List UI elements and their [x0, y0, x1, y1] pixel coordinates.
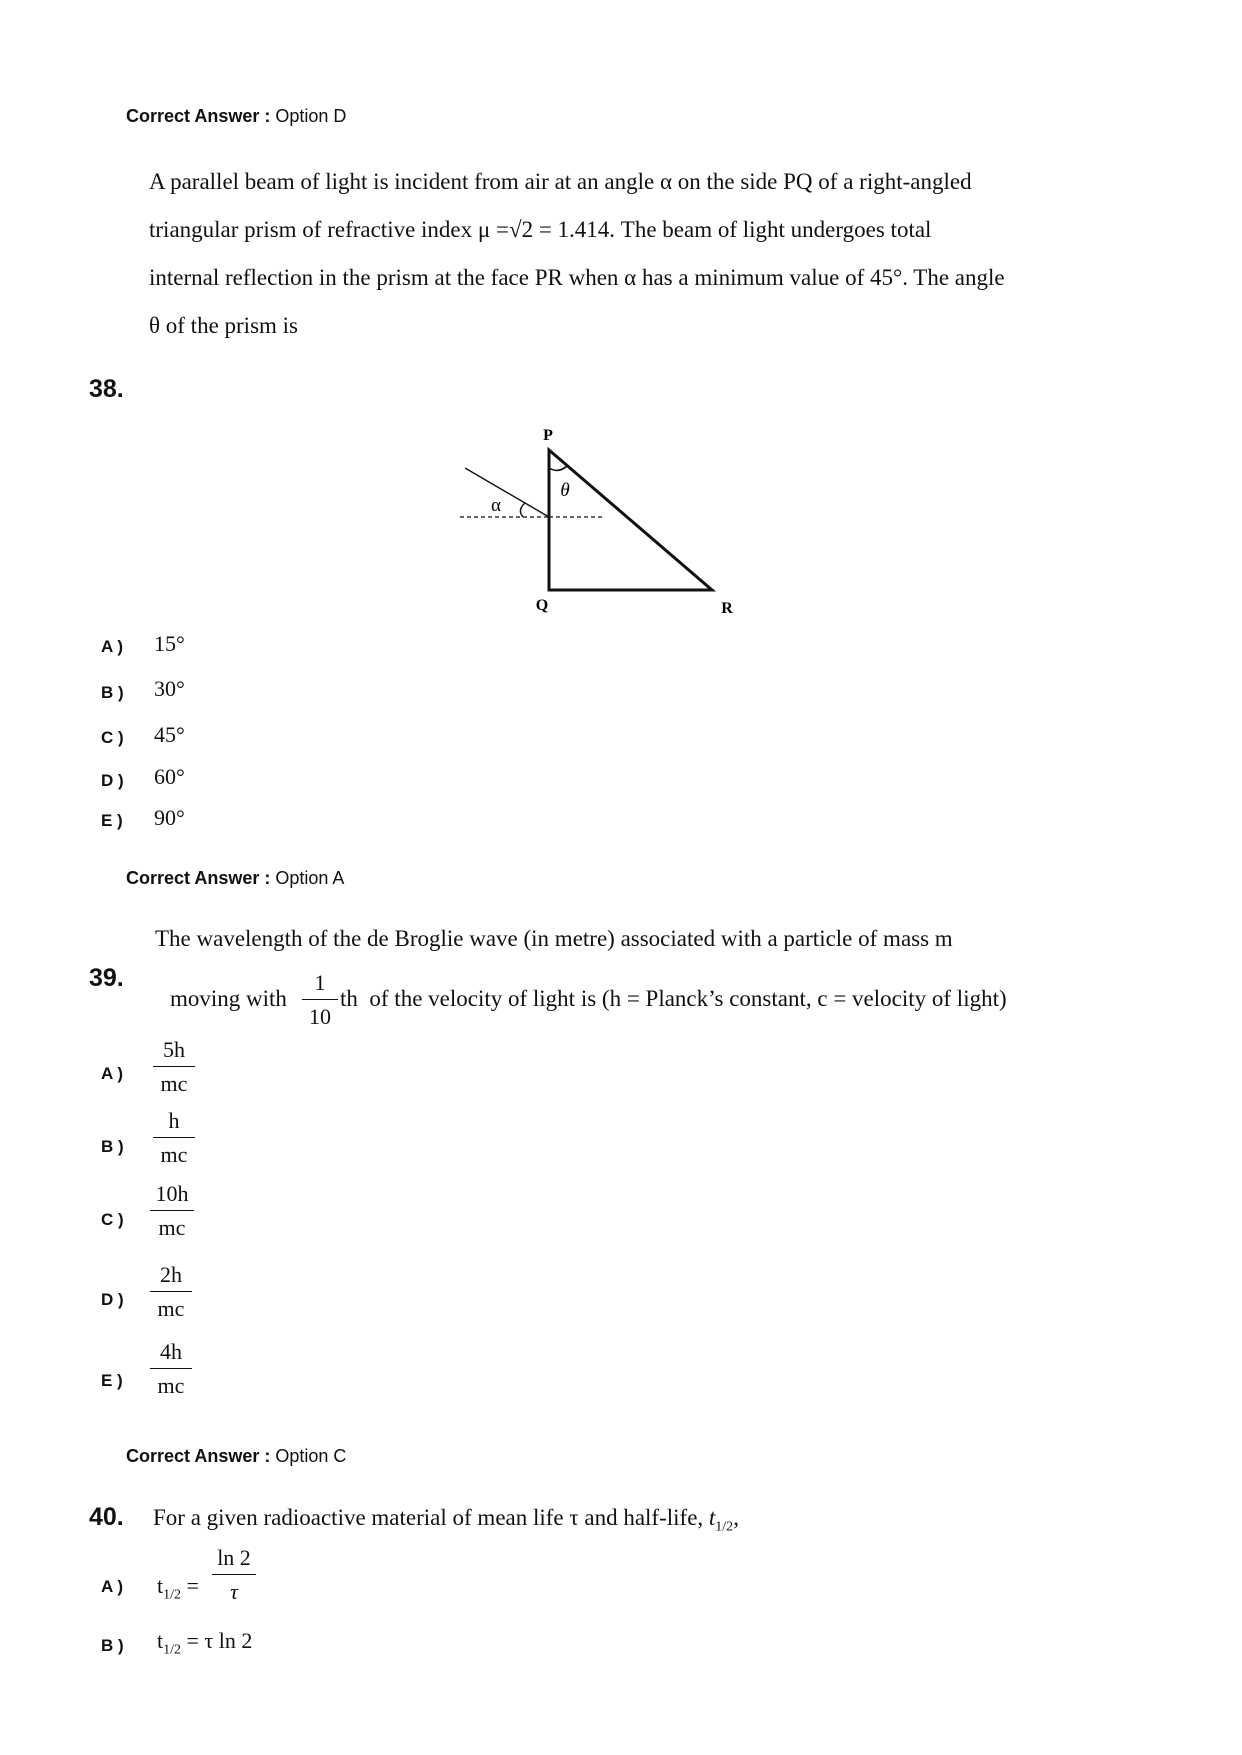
- q38-option-b-label: B ): [101, 683, 124, 702]
- q38-option-d-value: 60°: [154, 764, 185, 789]
- q38-line4: θ of the prism is: [149, 313, 299, 338]
- q39-option-c-value: 10h mc: [150, 1181, 194, 1241]
- alpha-arc: [520, 503, 525, 517]
- q39-option-e-value: 4h mc: [150, 1339, 192, 1399]
- q38-line3: internal reflection in the prism at the face PR when α has a minimum value of 45°. The angle: [149, 265, 1005, 290]
- label-alpha: α: [491, 495, 501, 516]
- prism-diagram: [455, 410, 735, 620]
- label-q: Q: [535, 597, 549, 614]
- question-39-number: 39.: [89, 964, 124, 992]
- question-38-number: 38.: [89, 375, 124, 403]
- correct-answer-38: Correct Answer : Option A: [126, 868, 345, 888]
- q38-option-c-label: C ): [101, 728, 124, 747]
- q39-fraction: 1 10: [302, 970, 338, 1030]
- q38-option-b-value: 30°: [154, 676, 185, 701]
- q39-line2-end: th of the velocity of light is (h = Planck’s constant, c = velocity of light): [340, 986, 1007, 1011]
- q39-option-a-value: 5h mc: [153, 1037, 195, 1097]
- question-40-number: 40.: [89, 1503, 124, 1531]
- q38-option-e-value: 90°: [154, 805, 185, 830]
- q38-line2: triangular prism of refractive index μ =√2 = 1.414. The beam of light undergoes total: [149, 217, 932, 242]
- q39-option-b-label: B ): [101, 1137, 124, 1156]
- label-p: P: [543, 427, 553, 444]
- q40-text: For a given radioactive material of mean life τ and half-life, $t_{1/2}$,: [153, 1505, 739, 1535]
- q38-option-c-value: 45°: [154, 722, 185, 747]
- label-r: R: [721, 600, 733, 617]
- correct-answer-prev: Correct Answer : Option D: [126, 106, 347, 126]
- q40-option-b-value: $t_{1/2} = \tau$ ln 2: [157, 1628, 253, 1658]
- q38-option-e-label: E ): [101, 811, 123, 830]
- correct-answer-39: Correct Answer : Option C: [126, 1446, 347, 1466]
- q39-line1: The wavelength of the de Broglie wave (in metre) associated with a particle of mass m: [155, 926, 953, 951]
- q40-option-a-label: A ): [101, 1577, 124, 1596]
- label-theta: θ: [560, 480, 570, 501]
- q38-option-d-label: D ): [101, 771, 124, 790]
- q38-line1: A parallel beam of light is incident from air at an angle α on the side PQ of a right-angled: [149, 169, 972, 194]
- q39-option-e-label: E ): [101, 1371, 123, 1390]
- q39-option-a-label: A ): [101, 1064, 124, 1083]
- q39-line2-start: moving with: [170, 986, 287, 1011]
- q38-option-a-value: 15°: [154, 631, 185, 656]
- q40-option-a-fraction: ln 2 τ: [212, 1545, 256, 1605]
- q39-option-c-label: C ): [101, 1210, 124, 1229]
- q38-option-a-label: A ): [101, 637, 124, 656]
- q39-option-d-label: D ): [101, 1290, 124, 1309]
- q40-option-a-lhs: $t_{1/2}$ =: [157, 1573, 199, 1603]
- q40-option-b-label: B ): [101, 1636, 124, 1655]
- q39-option-d-value: 2h mc: [150, 1262, 192, 1322]
- q39-option-b-value: h mc: [153, 1108, 195, 1168]
- question-38-text: [149, 158, 1105, 350]
- incident-ray: [465, 468, 549, 517]
- prism-triangle: [549, 450, 712, 590]
